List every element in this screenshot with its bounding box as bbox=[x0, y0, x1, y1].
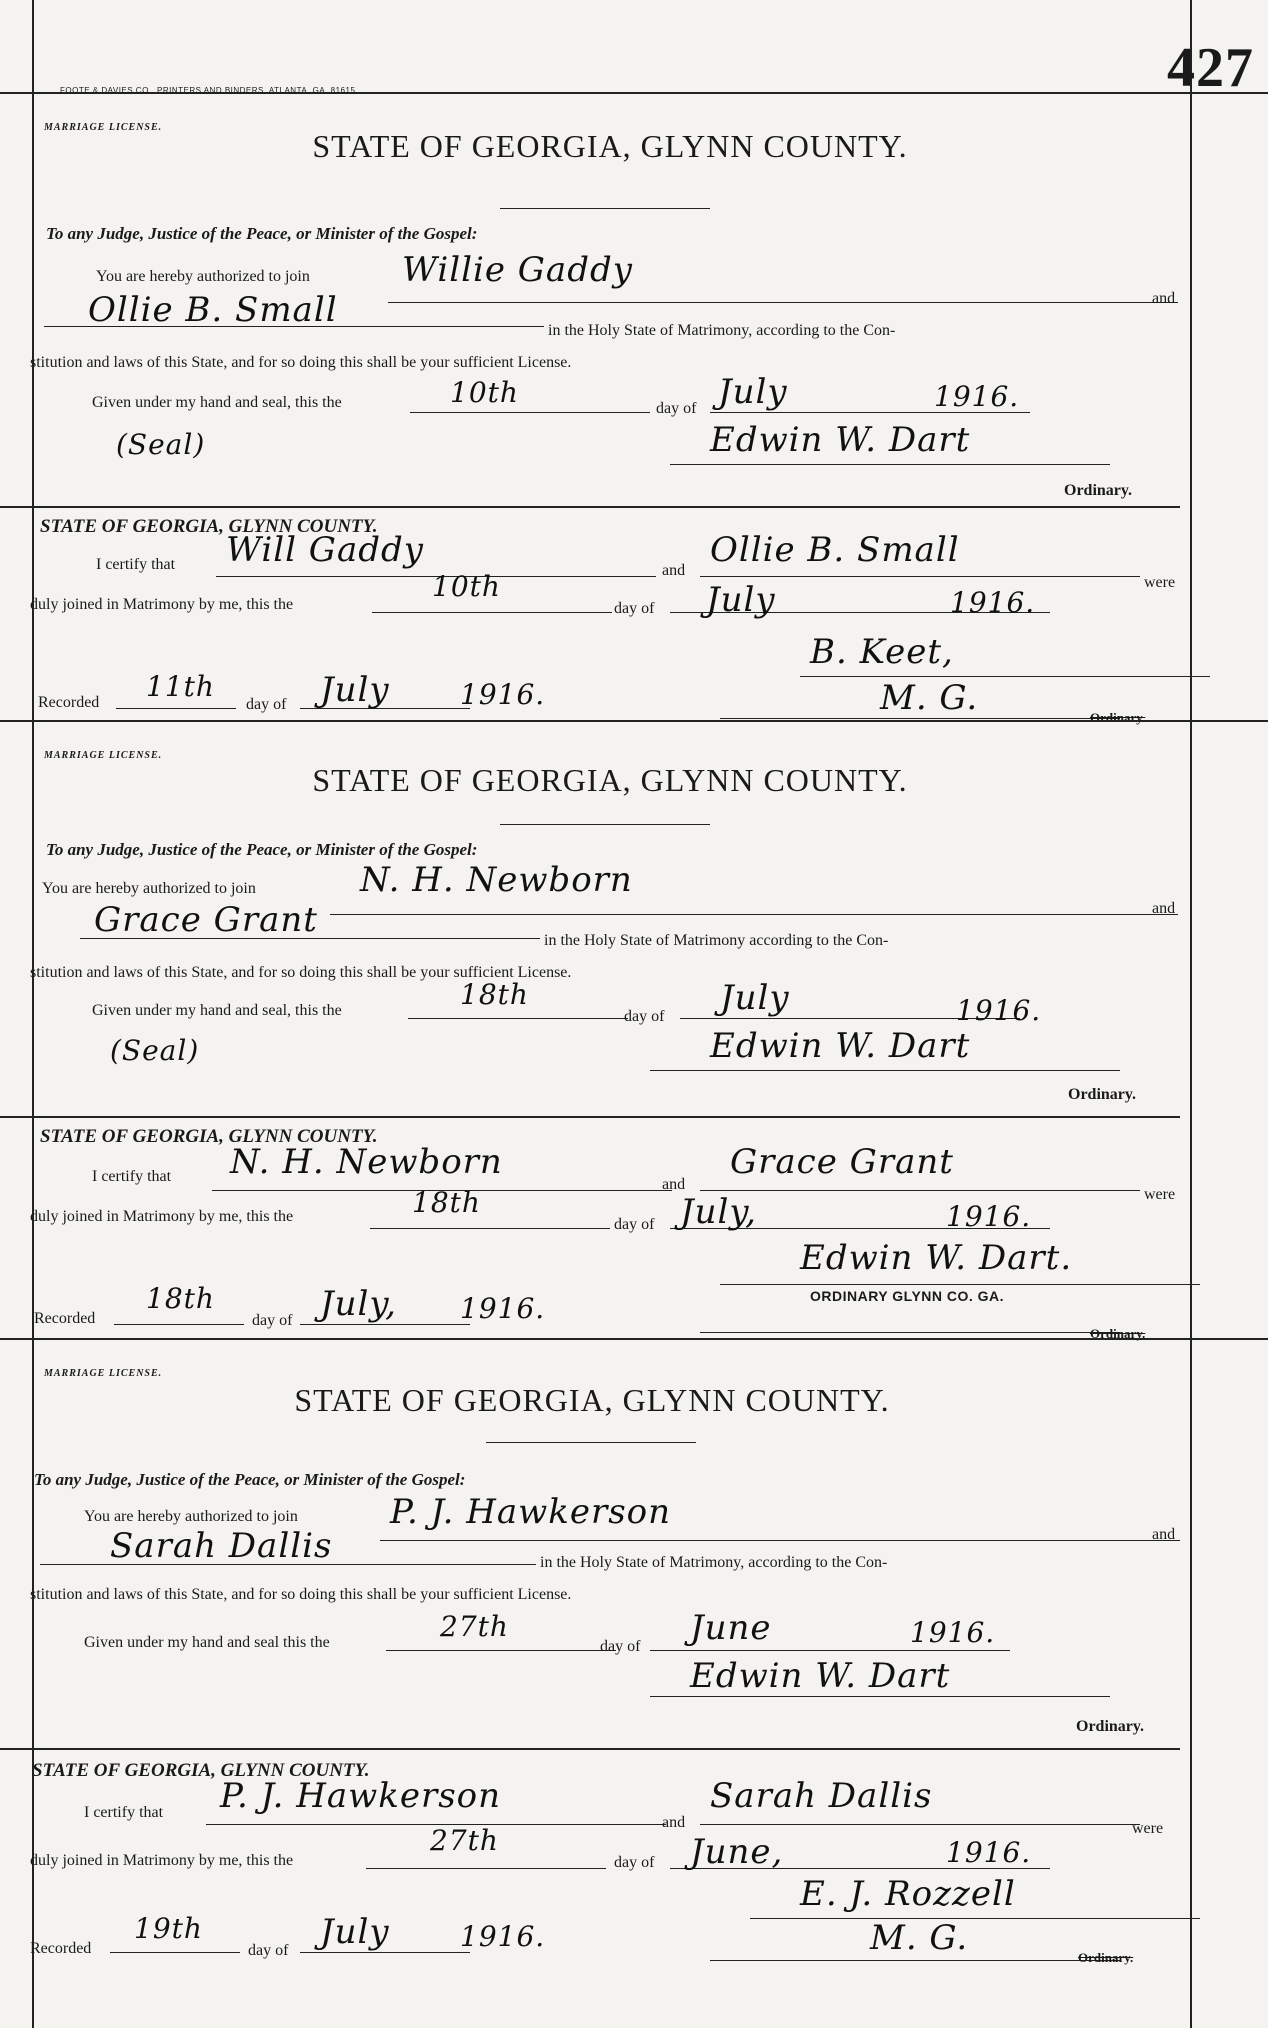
ordinary-line bbox=[670, 464, 1110, 465]
cert-day-of-text: day of bbox=[614, 600, 655, 617]
rec-day: 18th bbox=[146, 1282, 215, 1315]
cert-day: 27th bbox=[430, 1824, 499, 1857]
cert-bride: Sarah Dallis bbox=[710, 1776, 933, 1816]
certify-text: I certify that bbox=[96, 556, 176, 573]
rec-day: 19th bbox=[134, 1912, 203, 1945]
given-text: Given under my hand and seal, this the bbox=[92, 1002, 342, 1019]
title-rule bbox=[486, 1442, 696, 1443]
rec-ordinary-line bbox=[720, 718, 1120, 719]
authorized-text: You are hereby authorized to join bbox=[42, 880, 256, 897]
cert-day-line bbox=[370, 1228, 610, 1229]
rec-month: July bbox=[320, 670, 390, 710]
groom-line bbox=[330, 914, 1178, 915]
cert-day-line bbox=[366, 1868, 606, 1869]
given-year: 1916. bbox=[934, 380, 1020, 413]
rec-ordinary-line bbox=[710, 1960, 1120, 1961]
cert-day-line bbox=[372, 612, 612, 613]
joined-text: duly joined in Matrimony by me, this the bbox=[30, 1852, 294, 1869]
license-record-1 bbox=[30, 110, 1190, 725]
cert-groom: P. J. Hawkerson bbox=[220, 1776, 502, 1816]
license-title: STATE OF GEORGIA, GLYNN COUNTY. bbox=[294, 1382, 890, 1418]
title-rule bbox=[500, 824, 710, 825]
certificate-title: STATE OF GEORGIA, GLYNN COUNTY. bbox=[32, 1760, 370, 1781]
license-record-2 bbox=[30, 728, 1190, 1341]
given-year: 1916. bbox=[910, 1616, 996, 1649]
matrimony-text: in the Holy State of Matrimony, according to the Con- bbox=[540, 1554, 888, 1571]
ordinary-stamp: ORDINARY GLYNN CO. GA. bbox=[810, 1288, 1005, 1304]
license-header: MARRIAGE LICENSE. bbox=[44, 1368, 163, 1379]
certify-text: I certify that bbox=[92, 1168, 172, 1185]
matrimony-text: in the Holy State of Matrimony according to the Con- bbox=[544, 932, 889, 949]
rec-ordinary-line bbox=[700, 1332, 1120, 1333]
recorded-text: Recorded bbox=[34, 1310, 96, 1327]
cert-day-of-text: day of bbox=[614, 1854, 655, 1871]
constitution-text: stitution and laws of this State, and for so doing this shall be your sufficient License. bbox=[30, 354, 572, 371]
bride-name: Grace Grant bbox=[94, 900, 318, 940]
ordinary-line bbox=[650, 1696, 1110, 1697]
cert-and-text: and bbox=[662, 562, 686, 579]
given-month: June bbox=[690, 1608, 772, 1648]
ordinary-line bbox=[650, 1070, 1120, 1071]
section-rule bbox=[0, 1116, 1180, 1118]
license-record-3 bbox=[30, 1346, 1190, 1986]
license-title: STATE OF GEORGIA, GLYNN COUNTY. bbox=[312, 762, 908, 798]
rec-month: July, bbox=[320, 1284, 397, 1324]
rec-day-of-text: day of bbox=[248, 1942, 289, 1959]
recorded-text: Recorded bbox=[38, 694, 100, 711]
ordinary-signature: Edwin W. Dart bbox=[710, 420, 971, 460]
authorized-text: You are hereby authorized to join bbox=[96, 268, 310, 285]
license-header: MARRIAGE LICENSE. bbox=[44, 122, 163, 133]
given-year: 1916. bbox=[956, 994, 1042, 1027]
given-day-line bbox=[410, 412, 650, 413]
rec-day-line bbox=[114, 1324, 244, 1325]
cert-bride: Ollie B. Small bbox=[710, 530, 960, 570]
were-text: were bbox=[1132, 1820, 1164, 1837]
officiant-line bbox=[720, 1284, 1200, 1285]
cert-and-text: and bbox=[662, 1176, 686, 1193]
officiant-signature: B. Keet, bbox=[810, 632, 954, 672]
given-month: July bbox=[720, 978, 790, 1018]
rec-year: 1916. bbox=[460, 1920, 546, 1953]
license-title: STATE OF GEORGIA, GLYNN COUNTY. bbox=[312, 128, 908, 164]
record-divider-2 bbox=[0, 1338, 1268, 1340]
cert-day: 10th bbox=[432, 570, 501, 603]
page-number: 427 bbox=[1167, 37, 1254, 99]
seal-mark: (Seal) bbox=[116, 428, 206, 461]
ordinary-signature: Edwin W. Dart bbox=[710, 1026, 971, 1066]
given-day-line bbox=[386, 1650, 616, 1651]
cert-bride-line bbox=[700, 1190, 1140, 1191]
authorized-text: You are hereby authorized to join bbox=[84, 1508, 298, 1525]
rec-day-line bbox=[110, 1952, 240, 1953]
given-day-line bbox=[408, 1018, 628, 1019]
rec-ordinary-label: Ordinary. bbox=[1078, 1950, 1134, 1965]
printer-line: FOOTE & DAVIES CO., PRINTERS AND BINDERS, ATLANTA, GA. 81615 bbox=[60, 86, 356, 95]
ordinary-label: Ordinary. bbox=[1068, 1086, 1137, 1103]
ordinary-label: Ordinary. bbox=[1076, 1718, 1145, 1735]
rec-day: 11th bbox=[146, 670, 215, 703]
officiant-title: M. G. bbox=[880, 678, 979, 718]
certify-text: I certify that bbox=[84, 1804, 164, 1821]
record-divider-1 bbox=[0, 720, 1268, 722]
ordinary-label: Ordinary. bbox=[1064, 482, 1133, 499]
cert-day-of-text: day of bbox=[614, 1216, 655, 1233]
bride-name: Sarah Dallis bbox=[110, 1526, 333, 1566]
recorded-text: Recorded bbox=[30, 1940, 92, 1957]
section-rule bbox=[0, 506, 1180, 508]
day-of-text: day of bbox=[656, 400, 697, 417]
cert-bride-line bbox=[700, 1824, 1140, 1825]
license-intro: To any Judge, Justice of the Peace, or Minister of the Gospel: bbox=[46, 224, 478, 243]
groom-line bbox=[380, 1540, 1180, 1541]
rec-day-line bbox=[116, 708, 236, 709]
rec-day-of-text: day of bbox=[252, 1312, 293, 1329]
rec-year: 1916. bbox=[460, 678, 546, 711]
license-intro: To any Judge, Justice of the Peace, or Minister of the Gospel: bbox=[34, 1470, 466, 1489]
bride-name: Ollie B. Small bbox=[88, 290, 338, 330]
given-month: July bbox=[718, 372, 788, 412]
cert-bride: Grace Grant bbox=[730, 1142, 954, 1182]
cert-bride-line bbox=[700, 576, 1140, 577]
rec-ordinary-label: Ordinary. bbox=[1090, 710, 1146, 725]
certificate-title: STATE OF GEORGIA, GLYNN COUNTY. bbox=[40, 516, 378, 537]
license-intro: To any Judge, Justice of the Peace, or Minister of the Gospel: bbox=[46, 840, 478, 859]
were-text: were bbox=[1144, 1186, 1176, 1203]
right-margin-rule bbox=[1190, 0, 1192, 2028]
cert-year: 1916. bbox=[946, 1836, 1032, 1869]
officiant-title: M. G. bbox=[870, 1918, 969, 1958]
groom-name: Willie Gaddy bbox=[402, 250, 633, 290]
rec-month: July bbox=[320, 1912, 390, 1952]
cert-month: June, bbox=[690, 1832, 784, 1872]
cert-month: July bbox=[706, 580, 776, 620]
groom-line bbox=[388, 302, 1178, 303]
given-month-line bbox=[650, 1650, 1010, 1651]
given-day: 18th bbox=[460, 978, 529, 1011]
and-text: and bbox=[1152, 290, 1176, 307]
constitution-text: stitution and laws of this State, and for so doing this shall be your sufficient License. bbox=[30, 964, 572, 981]
rec-month-line bbox=[300, 1324, 470, 1325]
and-text: and bbox=[1152, 900, 1176, 917]
cert-year: 1916. bbox=[950, 586, 1036, 619]
certificate-title: STATE OF GEORGIA, GLYNN COUNTY. bbox=[40, 1126, 378, 1147]
cert-groom: Will Gaddy bbox=[226, 530, 424, 570]
rec-ordinary-label: Ordinary. bbox=[1090, 1326, 1146, 1341]
section-rule bbox=[0, 1748, 1180, 1750]
were-text: were bbox=[1144, 574, 1176, 591]
cert-groom: N. H. Newborn bbox=[230, 1142, 503, 1182]
rec-day-of-text: day of bbox=[246, 696, 287, 713]
joined-text: duly joined in Matrimony by me, this the bbox=[30, 596, 294, 613]
officiant-line bbox=[800, 676, 1210, 677]
officiant-line bbox=[750, 1918, 1200, 1919]
matrimony-text: in the Holy State of Matrimony, according to the Con- bbox=[548, 322, 896, 339]
given-day: 27th bbox=[440, 1610, 509, 1643]
officiant-signature: E. J. Rozzell bbox=[800, 1874, 1016, 1914]
cert-month: July, bbox=[680, 1192, 757, 1232]
given-day: 10th bbox=[450, 376, 519, 409]
cert-year: 1916. bbox=[946, 1200, 1032, 1233]
title-rule bbox=[500, 208, 710, 209]
groom-name: P. J. Hawkerson bbox=[390, 1492, 672, 1532]
constitution-text: stitution and laws of this State, and for so doing this shall be your sufficient License. bbox=[30, 1586, 572, 1603]
license-header: MARRIAGE LICENSE. bbox=[44, 750, 163, 761]
day-of-text: day of bbox=[624, 1008, 665, 1025]
groom-name: N. H. Newborn bbox=[360, 860, 633, 900]
joined-text: duly joined in Matrimony by me, this the bbox=[30, 1208, 294, 1225]
officiant-signature: Edwin W. Dart. bbox=[800, 1238, 1073, 1278]
seal-mark: (Seal) bbox=[110, 1034, 200, 1067]
rec-year: 1916. bbox=[460, 1292, 546, 1325]
given-text: Given under my hand and seal, this the bbox=[92, 394, 342, 411]
given-text: Given under my hand and seal this the bbox=[84, 1634, 330, 1651]
day-of-text: day of bbox=[600, 1638, 641, 1655]
rec-month-line bbox=[300, 1952, 470, 1953]
and-text: and bbox=[1152, 1526, 1176, 1543]
cert-and-text: and bbox=[662, 1814, 686, 1831]
ordinary-signature: Edwin W. Dart bbox=[690, 1656, 951, 1696]
cert-day: 18th bbox=[412, 1186, 481, 1219]
